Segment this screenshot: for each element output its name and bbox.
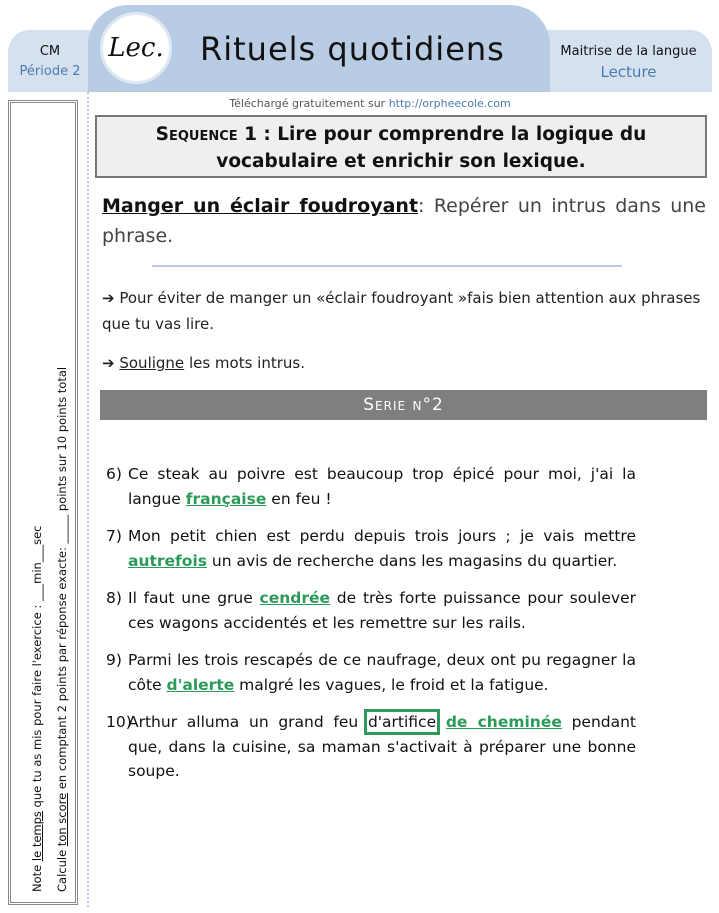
t [128,710,636,784]
t: 10) [106,713,132,731]
list-item [106,462,636,511]
t: les mots intrus. [184,354,305,372]
sequence-label: Sequence 1 [155,124,257,145]
level-block [8,42,92,82]
intrus-word: autrefois [128,551,207,570]
sentence-list [106,462,636,797]
instruction-1 [102,285,708,337]
t: 7) [106,527,122,545]
t: 8) [106,589,122,607]
domain: Maitrise de la langue [560,44,697,59]
t: ton score [55,792,69,847]
logo: Lec. [100,12,172,84]
t: Il faut une grue [128,589,260,607]
t: Note [30,861,44,892]
t [128,648,636,697]
t: Parmi les trois rescapés de ce naufrage, deux ont pu regagner la côte [128,651,636,694]
score-sidebar [8,100,78,905]
credit-line [95,97,645,110]
t: en comptant 2 points par réponse exacte: _____ points sur 10 points total [55,366,69,793]
t: Mon petit chien est perdu depuis trois jours ; je vais mettre [128,527,636,545]
score-text [25,112,75,892]
list-item [106,524,636,573]
t [128,586,636,635]
subject: Lecture [600,63,657,81]
t [128,462,636,511]
intrus-word: d'alerte [166,675,235,694]
t: Pour éviter de manger un «éclair foudroyant »fais bien attention aux phrases que tu vas lire. [102,289,701,333]
t: le temps [30,811,44,862]
list-item [106,648,636,697]
time-line [25,112,50,892]
t: Arthur alluma un grand feu [128,713,368,731]
t: que tu as mis pour faire l'exercice : ___min___sec [30,525,44,812]
level: CM [39,44,61,59]
page-title: Rituels quotidiens [200,30,505,68]
list-item [106,710,636,784]
t: Souligne [119,354,185,372]
t: Ce steak au poivre est beaucoup trop épicé pour moi, j'ai la langue [128,465,636,508]
t: malgré les vagues, le froid et la fatigue. [234,675,549,694]
t: de très forte puissance pour soulever ces wagons accidentés et les remettre sur les rails. [128,589,636,632]
instruction-2 [102,350,708,376]
exercise-subtitle [102,191,706,251]
exercise-title: Manger un éclair foudroyant [102,195,419,217]
sequence-box [95,115,707,178]
score-line [50,112,75,892]
t: en feu ! [266,489,332,508]
sequence-text: : Lire pour comprendre la logique du vocabulaire et enrichir son lexique. [216,124,647,172]
credit-link[interactable]: http://orpheecole.com [388,97,511,110]
t: Calcule [55,846,69,892]
t [128,524,636,573]
period: Période 2 [19,64,81,79]
arrow-icon: ➔ [102,289,115,307]
intrus-word: cendrée [259,589,331,607]
serie-banner: Serie n°2 [100,390,707,420]
t: pendant que, dans la cuisine, sa maman s'activait à préparer une bonne soupe. [128,713,637,780]
t: 6) [106,465,122,483]
intrus-word: de cheminée [445,713,562,731]
t: 9) [106,651,122,669]
credit-prefix: Téléchargé gratuitement sur [229,97,389,110]
t: un avis de recherche dans les magasins du quartier. [207,551,618,570]
list-item [106,586,636,635]
subject-block [545,42,712,82]
dotted-divider [87,92,89,907]
exercise-desc: : Repérer un intrus dans une phrase. [102,195,706,247]
arrow-icon: ➔ [102,354,115,372]
divider [152,265,622,267]
intrus-word: française [185,489,267,508]
intrus-word-boxed: d'artifice [367,713,437,731]
